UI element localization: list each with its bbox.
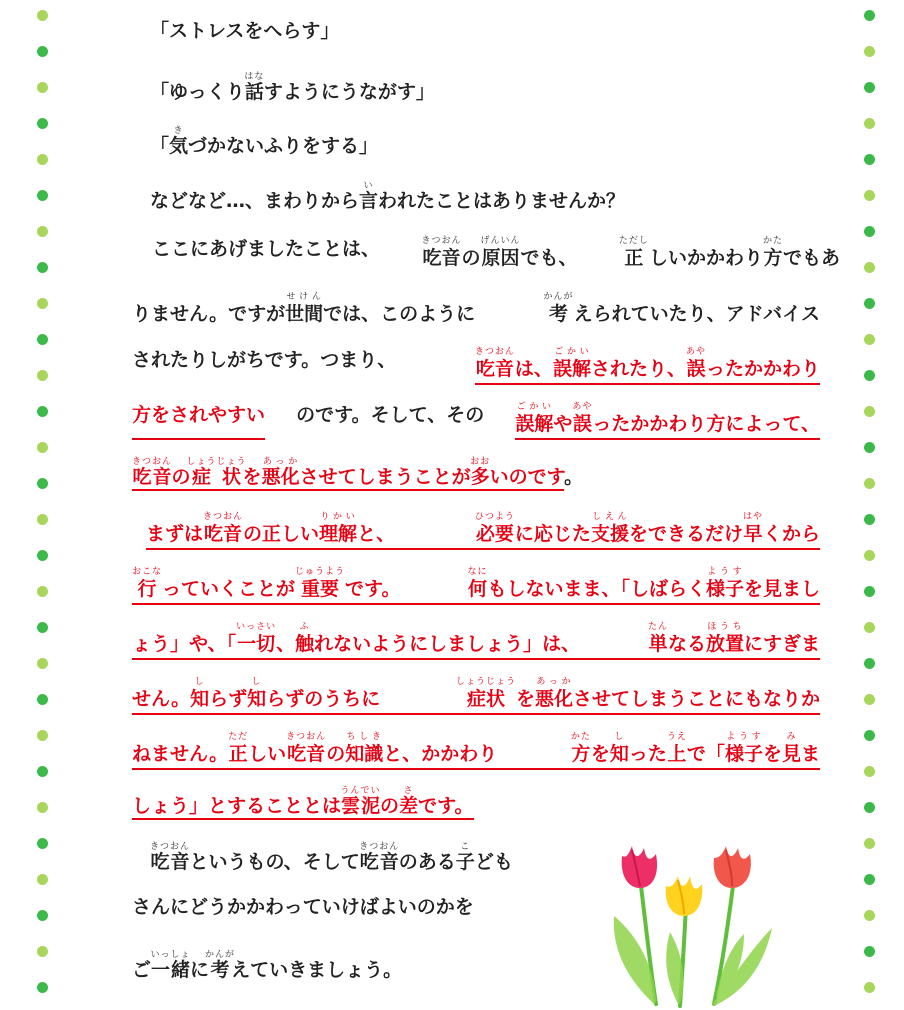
left-dot-border bbox=[37, 0, 51, 1010]
para2-line: ねません。正ただしい吃音きつおんの知識ちしきと、かかわり 方かたを知しった上うえで「様子ようすを見みま bbox=[132, 732, 820, 770]
border-dot bbox=[37, 802, 48, 813]
border-dot bbox=[864, 118, 875, 129]
border-dot bbox=[37, 190, 48, 201]
border-dot bbox=[864, 226, 875, 237]
quote-line: 「気きづかないふりをする」 bbox=[150, 126, 379, 157]
border-dot bbox=[37, 658, 48, 669]
border-dot bbox=[864, 730, 875, 741]
border-dot bbox=[37, 334, 48, 345]
highlight-text: しょう」とすることとは雲泥うんでいの差さです。 bbox=[132, 795, 474, 820]
tulip-illustration bbox=[604, 836, 784, 1008]
border-dot bbox=[864, 514, 875, 525]
border-dot bbox=[864, 982, 875, 993]
border-dot bbox=[864, 658, 875, 669]
right-dot-border bbox=[864, 0, 878, 1010]
border-dot bbox=[37, 766, 48, 777]
para2-line: せん。知しらず知しらずのうちに 症状しょうじょうを悪化あっかさせてしまうことにもなりか bbox=[132, 677, 820, 715]
tulip-coral-icon bbox=[714, 846, 751, 888]
border-dot bbox=[37, 262, 48, 273]
border-dot bbox=[864, 154, 875, 165]
para3-line: さんにどうかかわっていけばよいのかを bbox=[132, 896, 474, 918]
highlight-text: 誤解ごかいや誤あやったかかわり方によって、 bbox=[515, 402, 820, 440]
para1-line: りません。ですが世間せけんでは、このように 考かんがえられていたり、アドバイス bbox=[132, 292, 820, 325]
border-dot bbox=[864, 10, 875, 21]
border-dot bbox=[864, 262, 875, 273]
border-dot bbox=[37, 46, 48, 57]
border-dot bbox=[864, 622, 875, 633]
border-dot bbox=[864, 550, 875, 561]
highlight-text: 吃音きつおんの症状しょうじょうを悪化あっかさせてしまうことが多おおいのです bbox=[132, 466, 564, 491]
border-dot bbox=[864, 334, 875, 345]
para1-line: されたりしがちです。つまり、 吃音きつおんは、誤解ごかいされたり、誤あやったかかわり bbox=[132, 347, 820, 385]
para2-line bbox=[132, 786, 474, 819]
border-dot bbox=[864, 910, 875, 921]
border-dot bbox=[864, 46, 875, 57]
question-line: などなど…、まわりから言いわれたことはありませんか？ bbox=[150, 181, 626, 212]
border-dot bbox=[864, 838, 875, 849]
tulip-pink-icon bbox=[622, 846, 657, 888]
border-dot bbox=[37, 586, 48, 597]
para1-line: 方をされやすい のです。そして、その 誤解ごかいや誤あやったかかわり方によって、 bbox=[132, 402, 820, 440]
para3-line: ご一緒いっしょに考かんがえていきましょう。 bbox=[132, 950, 403, 981]
highlight-text: 吃音きつおんは、誤解ごかいされたり、誤あやったかかわり bbox=[475, 347, 820, 385]
border-dot bbox=[37, 406, 48, 417]
border-dot bbox=[37, 622, 48, 633]
border-dot bbox=[37, 550, 48, 561]
border-dot bbox=[864, 694, 875, 705]
border-dot bbox=[864, 82, 875, 93]
para2-line: まずは吃音きつおんの正しい理解りかいと、 必要ひつように応じた支援しえんをできるだけ早はやくから bbox=[146, 512, 820, 550]
border-dot bbox=[37, 910, 48, 921]
border-dot bbox=[864, 370, 875, 381]
highlight-text: 方をされやすい bbox=[132, 402, 265, 440]
border-dot bbox=[37, 298, 48, 309]
border-dot bbox=[37, 10, 48, 21]
border-dot bbox=[864, 874, 875, 885]
para2-line: 行おこなっていくことが 重要じゅうようです。 何なにもしないまま、「しばらく様子ようすを見まし bbox=[132, 567, 820, 605]
border-dot bbox=[37, 478, 48, 489]
border-dot bbox=[37, 694, 48, 705]
border-dot bbox=[37, 514, 48, 525]
border-dot bbox=[864, 298, 875, 309]
border-dot bbox=[37, 82, 48, 93]
tulip-yellow-icon bbox=[666, 876, 703, 916]
leaf-icon bbox=[614, 916, 772, 1006]
border-dot bbox=[37, 442, 48, 453]
border-dot bbox=[864, 946, 875, 957]
quote-line: 「ゆっくり話はなすようにうながす」 bbox=[150, 72, 435, 103]
border-dot bbox=[37, 154, 48, 165]
border-dot bbox=[864, 442, 875, 453]
border-dot bbox=[37, 982, 48, 993]
border-dot bbox=[37, 370, 48, 381]
border-dot bbox=[37, 874, 48, 885]
border-dot bbox=[864, 478, 875, 489]
para2-line: ょう」や、「一切いっさい、触ふれないようにしましょう」は、 単たんなる放置ほうちにすぎま bbox=[132, 622, 820, 660]
para1-line: ここにあげましたことは、 吃音きつおんの原因げんいんでも、 正ただししいかかわり方かたでもあ bbox=[152, 236, 840, 269]
border-dot bbox=[864, 766, 875, 777]
quote-line: 「ストレスをへらす」 bbox=[150, 20, 340, 42]
para3-line: 吃音きつおんというもの、そして吃音きつおんのある子こども bbox=[150, 842, 513, 873]
border-dot bbox=[37, 226, 48, 237]
border-dot bbox=[864, 406, 875, 417]
border-dot bbox=[37, 118, 48, 129]
border-dot bbox=[864, 586, 875, 597]
border-dot bbox=[864, 802, 875, 813]
border-dot bbox=[37, 730, 48, 741]
border-dot bbox=[37, 838, 48, 849]
border-dot bbox=[37, 946, 48, 957]
para1-line: 吃音きつおんの症状しょうじょうを悪化あっかさせてしまうことが多おおいのです。 bbox=[132, 457, 583, 490]
border-dot bbox=[864, 190, 875, 201]
